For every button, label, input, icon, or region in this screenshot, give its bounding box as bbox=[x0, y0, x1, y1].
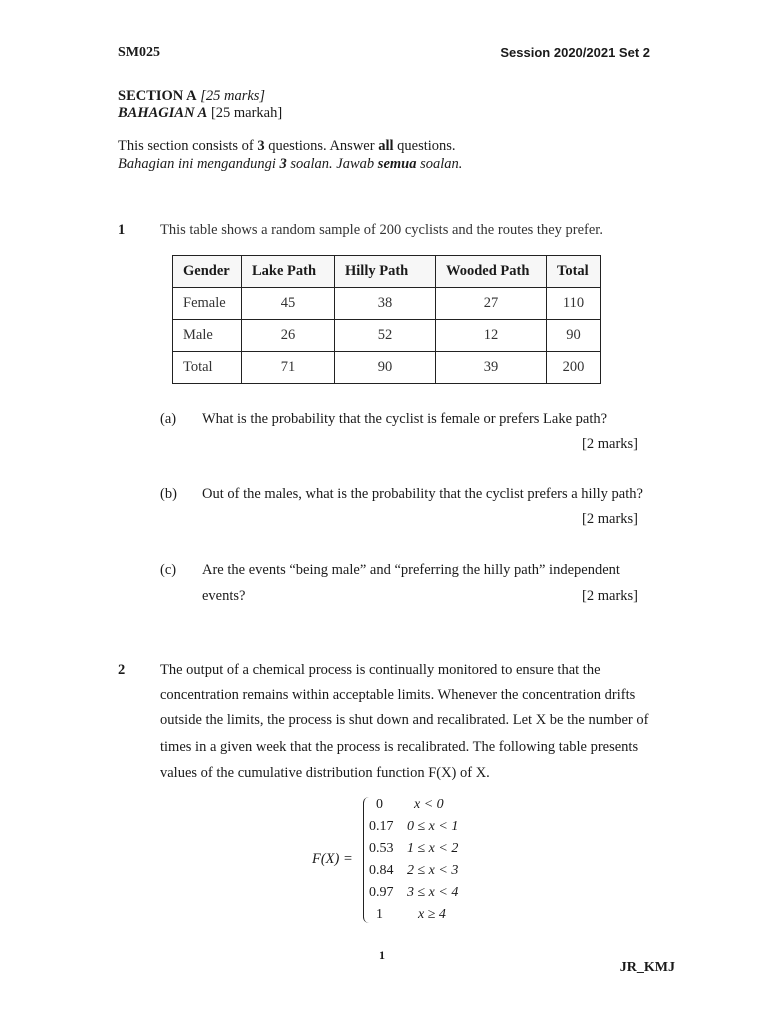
part-label: (b) bbox=[160, 486, 177, 502]
table-cell: 12 bbox=[436, 320, 547, 352]
cdf-value: 0.17 bbox=[369, 819, 394, 834]
table-row bbox=[173, 352, 601, 384]
course-code: SM025 bbox=[118, 45, 160, 60]
part-a-marks: [2 marks] bbox=[582, 436, 638, 452]
part-b-marks: [2 marks] bbox=[582, 511, 638, 527]
section-instruction: This section consists of 3 questions. Answer all questions. bbox=[118, 138, 456, 154]
question-number: 1 bbox=[118, 222, 126, 238]
cdf-value: 1 bbox=[376, 907, 383, 922]
table-row bbox=[173, 320, 601, 352]
part-label: (c) bbox=[160, 562, 177, 578]
table-cell: 110 bbox=[547, 288, 601, 320]
cdf-condition: 0 ≤ x < 1 bbox=[407, 819, 459, 834]
table-cell: Male bbox=[173, 320, 242, 352]
cdf-condition: 2 ≤ x < 3 bbox=[407, 863, 459, 878]
table-cell: 39 bbox=[436, 352, 547, 384]
part-b-text: Out of the males, what is the probability that the cyclist prefers a hilly path? bbox=[202, 486, 643, 502]
table-header: Wooded Path bbox=[436, 256, 547, 288]
cdf-value: 0.53 bbox=[369, 841, 394, 856]
cdf-value: 0.97 bbox=[369, 885, 394, 900]
table-header: Gender bbox=[173, 256, 242, 288]
section-marks-malay: [25 markah] bbox=[210, 105, 283, 121]
section-marks: [25 marks] bbox=[200, 88, 266, 104]
table-cell: 200 bbox=[547, 352, 601, 384]
part-label: (a) bbox=[160, 411, 177, 427]
question-1-intro: This table shows a random sample of 200 cyclists and the routes they prefer. bbox=[160, 222, 603, 238]
question-2-line: values of the cumulative distribution function F(X) of X. bbox=[160, 765, 490, 781]
table-cell: 90 bbox=[335, 352, 436, 384]
table-row bbox=[173, 288, 601, 320]
section-heading bbox=[118, 88, 265, 105]
question-2-line: times in a given week that the process is recalibrated. The following table presents bbox=[160, 739, 639, 755]
section-heading-malay bbox=[118, 105, 282, 122]
part-a-text: What is the probability that the cyclist is female or prefers Lake path? bbox=[202, 411, 608, 427]
question-number: 2 bbox=[118, 662, 126, 678]
part-c-text-cont: events? bbox=[202, 588, 246, 604]
table-header-row bbox=[173, 256, 601, 288]
table-header: Total bbox=[547, 256, 601, 288]
section-instruction-malay: Bahagian ini mengandungi 3 soalan. Jawab semua soalan. bbox=[118, 156, 463, 172]
question-2-line: outside the limits, the process is shut down and recalibrated. Let X be the number of bbox=[160, 712, 649, 728]
cdf-condition: 1 ≤ x < 2 bbox=[407, 841, 459, 856]
table-cell: 38 bbox=[335, 288, 436, 320]
cdf-condition: x ≥ 4 bbox=[418, 907, 446, 922]
table-header: Lake Path bbox=[242, 256, 335, 288]
table-cell: 27 bbox=[436, 288, 547, 320]
session-label: Session 2020/2021 Set 2 bbox=[500, 45, 650, 60]
section-title-malay: BAHAGIAN A bbox=[118, 105, 208, 121]
cdf-value: 0 bbox=[376, 797, 383, 812]
table-cell: 90 bbox=[547, 320, 601, 352]
question-2-line: The output of a chemical process is continually monitored to ensure that the bbox=[160, 662, 601, 678]
cdf-condition: x < 0 bbox=[414, 797, 444, 812]
cdf-lhs: F(X) = bbox=[312, 851, 353, 867]
table-header: Hilly Path bbox=[335, 256, 436, 288]
cyclist-route-table bbox=[172, 255, 601, 384]
table-cell: Female bbox=[173, 288, 242, 320]
cdf-brace bbox=[363, 797, 372, 923]
part-c-marks: [2 marks] bbox=[582, 588, 638, 604]
table-cell: 45 bbox=[242, 288, 335, 320]
table-cell: 52 bbox=[335, 320, 436, 352]
table-cell: 26 bbox=[242, 320, 335, 352]
question-2-line: concentration remains within acceptable limits. Whenever the concentration drifts bbox=[160, 687, 636, 703]
section-title: SECTION A bbox=[118, 88, 197, 104]
page-number: 1 bbox=[379, 948, 385, 962]
part-c-text: Are the events “being male” and “preferring the hilly path” independent bbox=[202, 562, 620, 578]
cdf-value: 0.84 bbox=[369, 863, 394, 878]
table-cell: Total bbox=[173, 352, 242, 384]
cdf-condition: 3 ≤ x < 4 bbox=[407, 885, 459, 900]
author-code: JR_KMJ bbox=[619, 960, 675, 975]
table-cell: 71 bbox=[242, 352, 335, 384]
